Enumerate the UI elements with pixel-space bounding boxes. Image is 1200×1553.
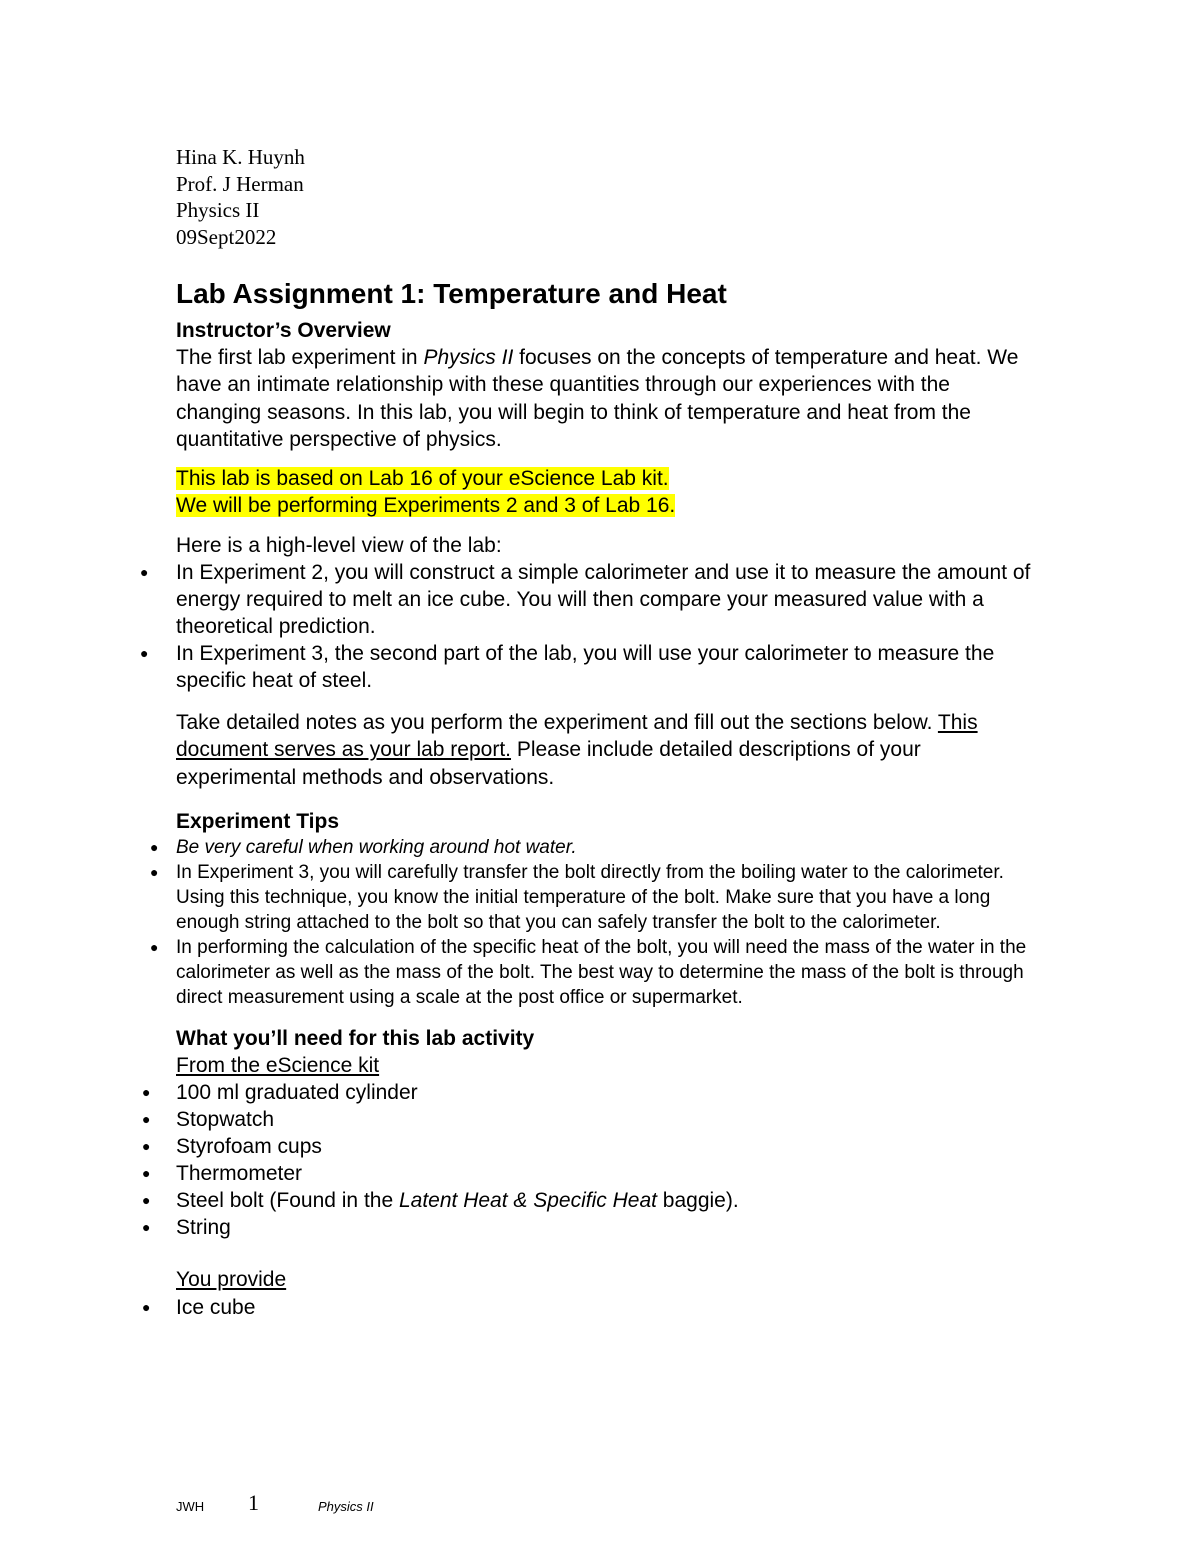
list-item: ● 100 ml graduated cylinder <box>142 1081 418 1105</box>
list-item: ● Thermometer <box>142 1162 303 1186</box>
bullet-dot-icon: ● <box>142 1192 151 1209</box>
overview-list <box>140 559 1036 694</box>
kit-label: From the eScience kit <box>176 1053 380 1077</box>
kit-list <box>142 1079 1036 1241</box>
bullet-dot-icon: ● <box>142 1219 151 1236</box>
list-item: ● In Experiment 3, the second part of the lab, you will use your calorimeter to measure the specific heat of steel. <box>140 642 995 693</box>
bullet-dot-icon: ● <box>150 838 159 855</box>
footer-initials: JWH <box>176 1499 205 1514</box>
page-footer <box>176 1490 576 1520</box>
notes-paragraph <box>176 709 1036 791</box>
tips-list <box>150 835 1036 1010</box>
provide-label: You provide <box>176 1268 287 1292</box>
bullet-dot-icon: ● <box>150 938 159 955</box>
bullet-dot-icon: ● <box>142 1111 151 1128</box>
bullet-dot-icon: ● <box>150 863 159 880</box>
needs-heading: What you’ll need for this lab activity <box>176 1026 535 1050</box>
highlight-line-2: We will be performing Experiments 2 and 3 of Lab 16. <box>176 494 676 518</box>
list-item: ● Stopwatch <box>142 1108 275 1132</box>
bullet-dot-icon: ● <box>142 1165 151 1182</box>
highlight-line-1: This lab is based on Lab 16 of your eScience Lab kit. <box>176 467 669 491</box>
list-item: ● Be very careful when working around hot water. <box>150 836 577 858</box>
course-name: Physics II <box>176 198 260 222</box>
notes-text-end: Please include detailed descriptions of your experimental methods and observations. <box>176 738 921 789</box>
provide-list <box>142 1294 1036 1321</box>
overview-intro: Here is a high-level view of the lab: <box>176 533 502 557</box>
overview-text-start: The first lab experiment in <box>176 346 424 369</box>
document-body <box>140 277 1036 1321</box>
list-item: ● Ice cube <box>142 1295 256 1319</box>
professor-name: Prof. J Herman <box>176 171 304 196</box>
footer-course: Physics II <box>318 1499 374 1514</box>
overview-text-end: focuses on the concepts of temperature and heat. We have an intimate relationship with these quantities through our experiences with the changing seasons. In this lab, you will begin to think of temperature and heat from the quantitative perspective of physics. <box>176 346 1019 451</box>
bullet-dot-icon: ● <box>142 1084 151 1101</box>
submission-date: 09Sept2022 <box>176 224 277 249</box>
notes-text-start: Take detailed notes as you perform the experiment and fill out the sections below. <box>176 711 938 735</box>
bullet-dot-icon: ● <box>142 1298 151 1315</box>
course-reference: Physics II <box>423 346 514 369</box>
author-block <box>176 144 305 250</box>
list-item: ● String <box>142 1216 231 1240</box>
author-name: Hina K. Huynh <box>176 145 305 169</box>
overview-heading: Instructor’s Overview <box>176 319 391 342</box>
page-title: Lab Assignment 1: Temperature and Heat <box>176 278 727 309</box>
bullet-dot-icon: ● <box>142 1138 151 1155</box>
overview-paragraph <box>176 344 1036 453</box>
list-item: ● Styrofoam cups <box>142 1135 322 1159</box>
bullet-dot-icon: ● <box>140 564 149 581</box>
list-item: ● In performing the calculation of the specific heat of the bolt, you will need the mass of the water in the calorimeter as well as the mass of the bolt. The best way to determine the mass of the bolt is through direct measurement using a scale at the post office or supermarket. <box>150 936 1027 1008</box>
list-item: ● Steel bolt (Found in the Latent Heat & Specific Heat baggie). <box>142 1189 739 1213</box>
list-item: ● In Experiment 3, you will carefully transfer the bolt directly from the boiling water to the calorimeter. Using this technique, you know the initial temperature of the bolt. Make sure that you have a long enough string attached to the bolt so that you can safely transfer the bolt to the calorimeter. <box>150 861 1004 933</box>
highlight-paragraph <box>176 465 1036 520</box>
list-item: ● In Experiment 2, you will construct a simple calorimeter and use it to measure the amount of energy required to melt an ice cube. You will then compare your measured value with a theoretical prediction. <box>140 561 1031 639</box>
tips-heading: Experiment Tips <box>176 809 339 833</box>
bullet-dot-icon: ● <box>140 645 149 662</box>
lab-report-note: This document serves as your lab report. <box>176 711 978 762</box>
page-number: 1 <box>248 1490 259 1515</box>
